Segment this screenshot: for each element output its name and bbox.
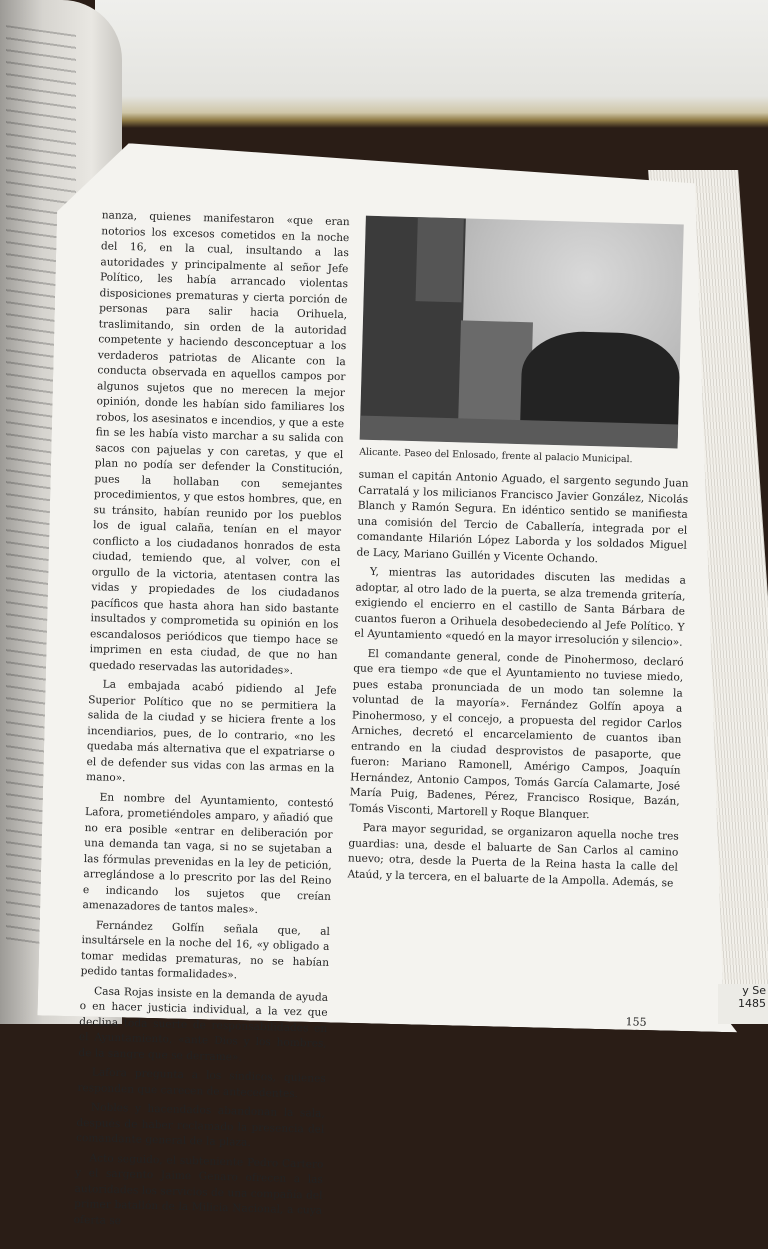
paragraph: La embajada acabó pidiendo al Jefe Superior Político que no se permitiera la salida de la ciudad y se hiciera frente a los incendiarios, pues, de lo contrario, «no les quedaba más alternativa que el expatriarse o el de defender sus vidas con las armas en la mano». (85, 678, 337, 785)
paragraph: Para mayor seguridad, se organizaron aquella noche tres guardias: una, desde el baluarte de San Carlos al camino nuevo; otra, desde la Puerta de la Reina hasta la calle del Ataúd, y la tercera, en el baluarte de la Ampolla. Además, se (347, 821, 679, 889)
picture-frame (95, 0, 768, 128)
page-number: 155 (625, 1015, 647, 1029)
paragraph: En nombre del Ayuntamiento, contestó Laforа, prometiéndoles amparo, y añadió que no era posible «entrar en deliberación por una demanda tan vaga, si no se sujetaban a las fórmulas prevenidas en la ley de petición, arreglándose a lo prescrito por las del Reino e indicando los sujetos que creían amenazadores de tantos males». (82, 790, 334, 916)
corner-label (718, 984, 768, 1024)
left-column (73, 208, 349, 1239)
right-column-text (347, 218, 696, 896)
paragraph: nanza, quienes manifestaron «que eran notorios los excesos cometidos en la noche del 16, en la cual, insultando a las autoridades y principalmente al señor Jefe Político, les había arrancado violentas disposiciones prematuras y cierta porción de personas para salir hacia Orihuela, traslimitando, sin orden de la autoridad competente y haciendo desconceptuar a los verdaderos patriotas de Alicante con la conducta observada en aquellos campos por algunos sujetos que no merecen la mejor opinión, donde les habían sido familiares los robos, los asesinatos e incendios, y que a este fin se les había visto marchar a su salida con sacos con pajuelas y con caretas, y que el plan no podía ser defender la Constitución, pues la hollaban con semejantes procedimientos, y que estos hombres, que, en su tránsito, habían reunido por los pueblos los de igual calaña, tenían en el mayor conflicto a los ciudadanos honrados de esta ciudad, temiendo que, al volver, con el orgullo de la victoria, atentasen contra las vidas y propiedades de los ciudadanos pacíficos que hasta ahora han sido bastante insultados y comprometida su opinión en los escandalosos periódicos que tiempo hace se imprimen en esta ciudad, de que no han quedado reservadas las autoridades». (89, 209, 350, 677)
paragraph: Casa Rojas insiste en la demanda de ayuda o en hacer justicia individual, a la vez que declina toda suerte de responsabilidades en el Ayuntamiento, «ante Dios y los hombres, de la sangre que se derrame». (78, 984, 329, 1064)
corner-label-line: y Se (742, 984, 766, 997)
photo-caption: Alicante. Paseo del Enlosado, frente al palacio Municipal. (359, 446, 633, 466)
paragraph: Nobles y hacendados abandonan la sala, después de haber reclamado la presencia del comandante general de la plaza. (75, 1101, 325, 1149)
paragraph: Fernández Golfín señala que, al insultársele en la noche del 16, «y obligado a tomar medidas prematuras, no se habían pedido tantas formalidades». (80, 918, 331, 982)
paragraph: Acto seguido, el subteniente Pedro Cartero y el sargento Jaime Genaro ofrecen a las autoridades los servicios de una compañía del primer batallón de la Milicia Nacional, a cuya oferta se (73, 1151, 324, 1227)
paragraph: Y, mientras las autoridades discuten las medidas a adoptar, al otro lado de la puerta, se alza tremenda gritería, exigiendo el encierro en el castillo de Santa Bárbara de cuantos fueron a Orihuela desobedeciendo al Jefe Político. Y el Ayuntamiento «quedó en la mayor irresolución y silencio». (354, 565, 687, 649)
paragraph: Lafora pregunta a los síndicos, quienes responden que carecen de antecedentes. (77, 1066, 326, 1100)
paragraph: El comandante general, conde de Pinohermoso, declaró que era tiempo «de que el Ayuntamiento no tuviese miedo, pues estaba pronunciada de un modo tan solemne la voluntad de la mayoría». Fernández Golfín apoya a Pinohermoso, y el concejo, a propuesta del regidor Carlos Arniches, decretó el encarcelamiento de cuantos iban entrando en la ciudad desprovistos de pasaporte, que fueron: Mariano Ramonell, Amérigo Campos, Joaquín Hernández, Antonio Campos, Tomás García Calamarte, José María Puig, Badenes, Pérez, Francisco Rosique, Bazán, Tomás Visconti, Martorell y Roque Blanquer. (349, 647, 684, 821)
paragraph: suman el capitán Antonio Aguado, el sargento segundo Juan Carratalá y los milicianos Francisco Javier González, Nicolás Blanch y Ramón Segura. En idéntico sentido se manifiesta una comisión del Tercio de Caballería, integrada por el comandante Hilarión López Laborda y los soldados Miguel de Lacy, Mariano Guillén y Vicente Ochando. (356, 468, 689, 565)
corner-label-line: 1485 (738, 997, 766, 1010)
